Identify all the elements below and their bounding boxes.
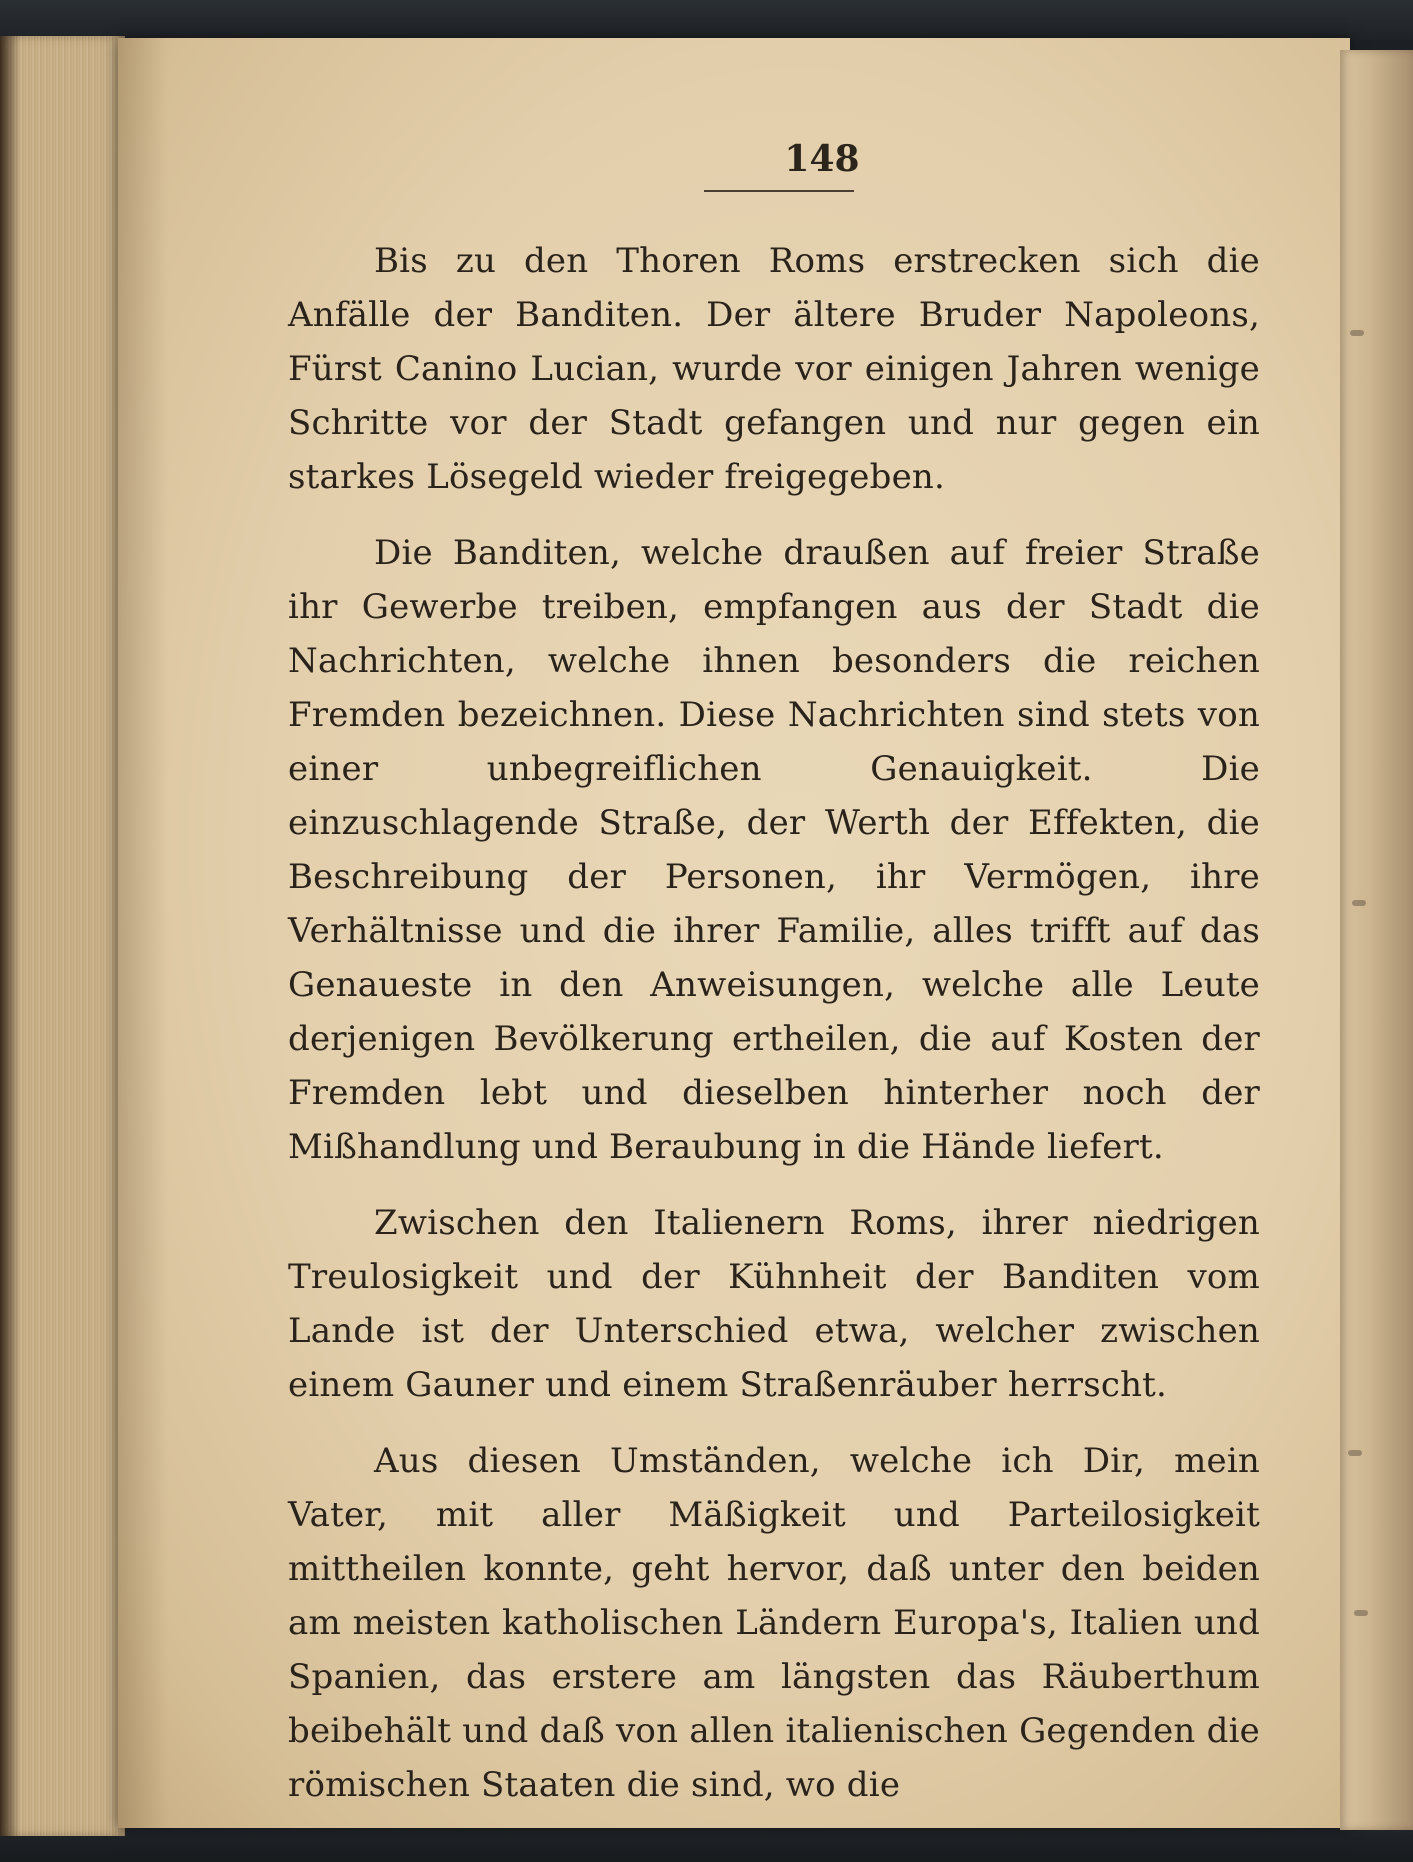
gutter-shadow: [118, 38, 168, 1828]
edge-mark: [1350, 330, 1364, 336]
edge-mark: [1348, 1450, 1362, 1456]
left-shadow: [0, 36, 20, 1836]
edge-mark: [1354, 1610, 1368, 1616]
paragraph: Aus diesen Umständen, welche ich Dir, mein Vater, mit aller Mäßigkeit und Parteilosigkeit mittheilen konnte, geht hervor, daß unter den beiden am meisten katholischen Ländern Europa's, Italien und Spanien, das erstere am längsten das Räuberthum beibehält und daß von allen italienischen Gegenden die römischen Staaten die sind, wo die: [288, 1441, 1260, 1805]
right-page-edge: [1340, 50, 1413, 1830]
page-number: 148: [784, 138, 860, 180]
edge-mark: [1352, 900, 1366, 906]
backdrop-top: [0, 0, 1413, 40]
paragraph: Die Banditen, welche draußen auf freier Straße ihr Gewerbe treiben, empfangen aus der Stadt die Nachrichten, welche ihnen besonders die reichen Fremden bezeichnen. Diese Nachrichten sind stets von einer unbegreiflichen Genauigkeit. Die einzuschlagende Straße, der Werth der Effekten, die Beschreibung der Personen, ihr Vermögen, ihre Verhältnisse und die ihrer Familie, alles trifft auf das Genaueste in den Anweisungen, welche alle Leute derjenigen Bevölkerung ertheilen, die auf Kosten der Fremden lebt und dieselben hinterher noch der Mißhandlung und Beraubung in die Hände liefert.: [288, 533, 1260, 1167]
paragraph: Bis zu den Thoren Roms erstrecken sich die Anfälle der Banditen. Der ältere Bruder Napoleons, Fürst Canino Lucian, wurde vor einigen Jahren wenige Schritte vor der Stadt gefangen und nur gegen ein starkes Lösegeld wieder freigegeben.: [288, 241, 1260, 497]
body-text: [288, 234, 1260, 1834]
header-rule: [704, 190, 854, 192]
paragraph: Zwischen den Italienern Roms, ihrer niedrigen Treulosigkeit und der Kühnheit der Banditen vom Lande ist der Unterschied etwa, welcher zwischen einem Gauner und einem Straßenräuber herrscht.: [288, 1203, 1260, 1405]
